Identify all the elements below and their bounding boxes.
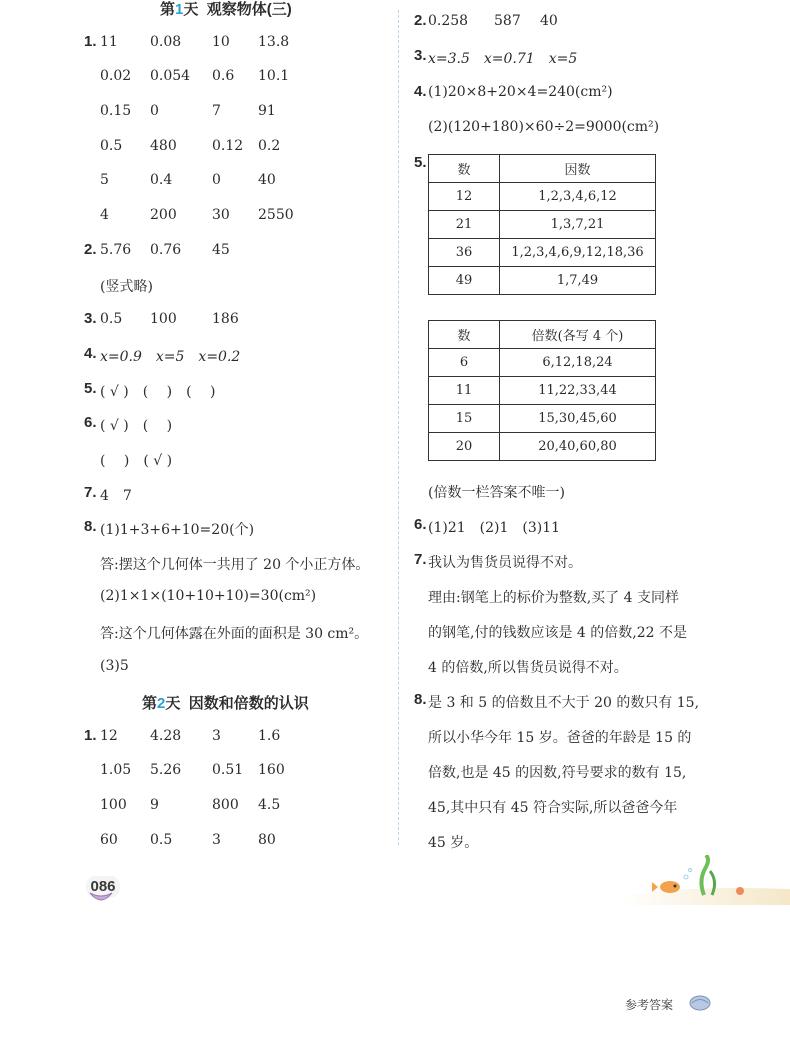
cell: 0.76	[150, 242, 182, 258]
cell: 91	[258, 103, 276, 119]
cell: 800	[212, 797, 239, 813]
table-header-row	[429, 155, 656, 183]
table-header: 数	[429, 155, 500, 183]
heading-suffix: 天	[165, 695, 181, 712]
question-number: 4.	[84, 345, 97, 362]
cell: 0.054	[150, 68, 191, 84]
table-cell: 12	[429, 183, 500, 211]
q6-answer-line2: ( ) ( √ )	[100, 453, 173, 469]
table-cell: 1,3,7,21	[500, 211, 656, 239]
table-row	[429, 183, 656, 211]
cell: 40	[540, 13, 558, 29]
heading-prefix: 第	[160, 1, 176, 18]
question-number: 5.	[414, 154, 427, 171]
cell: 200	[150, 207, 177, 223]
cell: 186	[212, 311, 239, 327]
heading-day-number: 2	[157, 695, 166, 712]
table-row	[429, 267, 656, 295]
cell: 40	[258, 172, 276, 188]
table-cell: 21	[429, 211, 500, 239]
cell: 480	[150, 138, 177, 154]
q8-line: 答:摆这个几何体一共用了 20 个小正方体。	[100, 557, 370, 573]
cell: 0.5	[100, 311, 123, 327]
table-header: 倍数(各写 4 个)	[500, 321, 656, 349]
cell: 80	[258, 832, 276, 848]
cell: 0.2	[258, 138, 281, 154]
q8-line: 45 岁。	[428, 835, 479, 851]
table-row	[429, 405, 656, 433]
table-row	[429, 377, 656, 405]
question-number: 1.	[84, 727, 97, 744]
cell: 0.12	[212, 138, 244, 154]
cell: 5.26	[150, 762, 182, 778]
cell: 4.28	[150, 728, 182, 744]
table-cell: 15,30,45,60	[500, 405, 656, 433]
table-cell: 1,7,49	[500, 267, 656, 295]
question-number: 3.	[414, 47, 427, 64]
cell: 3	[212, 728, 221, 744]
question-number: 6.	[414, 516, 427, 533]
table-cell: 6	[429, 349, 500, 377]
q7-line: 理由:钢笔上的标价为整数,买了 4 支同样	[428, 590, 679, 606]
q8-line: (3)5	[100, 658, 129, 674]
cell: 30	[212, 207, 230, 223]
heading-suffix: 天	[183, 1, 199, 18]
multiples-table	[428, 320, 656, 461]
answer-key-label: 参考答案	[625, 998, 674, 1012]
cell: 1.6	[258, 728, 281, 744]
question-number: 4.	[414, 83, 427, 100]
q8-line: 答:这个几何体露在外面的面积是 30 cm²。	[100, 626, 369, 642]
q5-answer: ( √ ) ( ) ( )	[100, 384, 216, 400]
question-number: 1.	[84, 33, 97, 50]
question-number: 7.	[84, 484, 97, 501]
q7-line: 我认为售货员说得不对。	[428, 555, 582, 571]
table-cell: 11,22,33,44	[500, 377, 656, 405]
q8-line: 倍数,也是 45 的因数,符号要求的数有 15,	[428, 765, 687, 781]
q2-note: (竖式略)	[100, 279, 153, 295]
table-header: 数	[429, 321, 500, 349]
table-row	[429, 433, 656, 461]
cell: 587	[494, 13, 521, 29]
heading-title: 观察物体(三)	[206, 1, 292, 18]
column-divider	[398, 10, 399, 845]
question-number: 8.	[84, 518, 97, 535]
cell: 10	[212, 34, 230, 50]
q7-line: 4 的倍数,所以售货员说得不对。	[428, 660, 628, 676]
cell: 11	[100, 34, 118, 50]
cell: 5	[100, 172, 109, 188]
table-cell: 20	[429, 433, 500, 461]
cell: 13.8	[258, 34, 290, 50]
question-number: 3.	[84, 310, 97, 327]
table-cell: 49	[429, 267, 500, 295]
q4-line2: (2)(120+180)×60÷2=9000(cm²)	[428, 119, 660, 135]
q4-line1: (1)20×8+20×4=240(cm²)	[428, 84, 613, 100]
section-heading-day1	[160, 0, 292, 19]
question-number: 6.	[84, 414, 97, 431]
sea-decoration-icon	[620, 855, 790, 905]
cell: 160	[258, 762, 285, 778]
q8-line: (1)1+3+6+10=20(个)	[100, 522, 255, 538]
heading-title: 因数和倍数的认识	[188, 695, 309, 712]
q8-line: 所以小华今年 15 岁。爸爸的年龄是 15 的	[428, 730, 692, 746]
cell: 9	[150, 797, 159, 813]
table-row	[429, 239, 656, 267]
heading-prefix: 第	[142, 695, 158, 712]
cell: 5.76	[100, 242, 132, 258]
cell: 0.5	[100, 138, 123, 154]
page-number: 086	[86, 876, 120, 898]
question-number: 2.	[414, 12, 427, 29]
cell: 0.02	[100, 68, 132, 84]
cell: 45	[212, 242, 230, 258]
cell: 100	[100, 797, 127, 813]
cell: 0.51	[212, 762, 244, 778]
q5-note: (倍数一栏答案不唯一)	[428, 485, 565, 501]
table-cell: 20,40,60,80	[500, 433, 656, 461]
table-header-row	[429, 321, 656, 349]
q6-answer: (1)21 (2)1 (3)11	[428, 520, 561, 536]
factors-table	[428, 154, 656, 295]
cell: 60	[100, 832, 118, 848]
q7-line: 的钢笔,付的钱数应该是 4 的倍数,22 不是	[428, 625, 687, 641]
question-number: 7.	[414, 551, 427, 568]
table-header: 因数	[500, 155, 656, 183]
q8-line: 45,其中只有 45 符合实际,所以爸爸今年	[428, 800, 678, 816]
cell: 0.08	[150, 34, 182, 50]
q8-line: (2)1×1×(10+10+10)=30(cm²)	[100, 588, 317, 604]
question-number: 2.	[84, 241, 97, 258]
table-cell: 1,2,3,4,6,9,12,18,36	[500, 239, 656, 267]
table-cell: 15	[429, 405, 500, 433]
q7-answer: 4 7	[100, 488, 132, 504]
table-row	[429, 349, 656, 377]
cell: 2550	[258, 207, 294, 223]
cell: 12	[100, 728, 118, 744]
cell: 3	[212, 832, 221, 848]
q4-answer: x=0.9 x=5 x=0.2	[100, 349, 241, 365]
question-number: 5.	[84, 380, 97, 397]
q8-line: 是 3 和 5 的倍数且不大于 20 的数只有 15,	[428, 695, 700, 711]
table-row	[429, 211, 656, 239]
heading-day-number: 1	[175, 1, 184, 18]
cell: 4	[100, 207, 109, 223]
question-number: 8.	[414, 691, 427, 708]
table-cell: 1,2,3,4,6,12	[500, 183, 656, 211]
shell-icon	[88, 891, 114, 905]
cell: 0	[212, 172, 221, 188]
cell: 1.05	[100, 762, 132, 778]
section-heading-day2	[142, 692, 309, 713]
q3-answer: x=3.5 x=0.71 x=5	[428, 51, 578, 67]
q6-answer-line1: ( √ ) ( )	[100, 418, 173, 434]
cell: 0.5	[150, 832, 173, 848]
table-cell: 11	[429, 377, 500, 405]
table-cell: 6,12,18,24	[500, 349, 656, 377]
cell: 4.5	[258, 797, 281, 813]
cell: 0	[150, 103, 159, 119]
shell-icon	[684, 992, 712, 1012]
cell: 0.258	[428, 13, 469, 29]
cell: 7	[212, 103, 221, 119]
table-cell: 36	[429, 239, 500, 267]
cell: 0.6	[212, 68, 235, 84]
cell: 100	[150, 311, 177, 327]
cell: 10.1	[258, 68, 290, 84]
cell: 0.4	[150, 172, 173, 188]
cell: 0.15	[100, 103, 132, 119]
